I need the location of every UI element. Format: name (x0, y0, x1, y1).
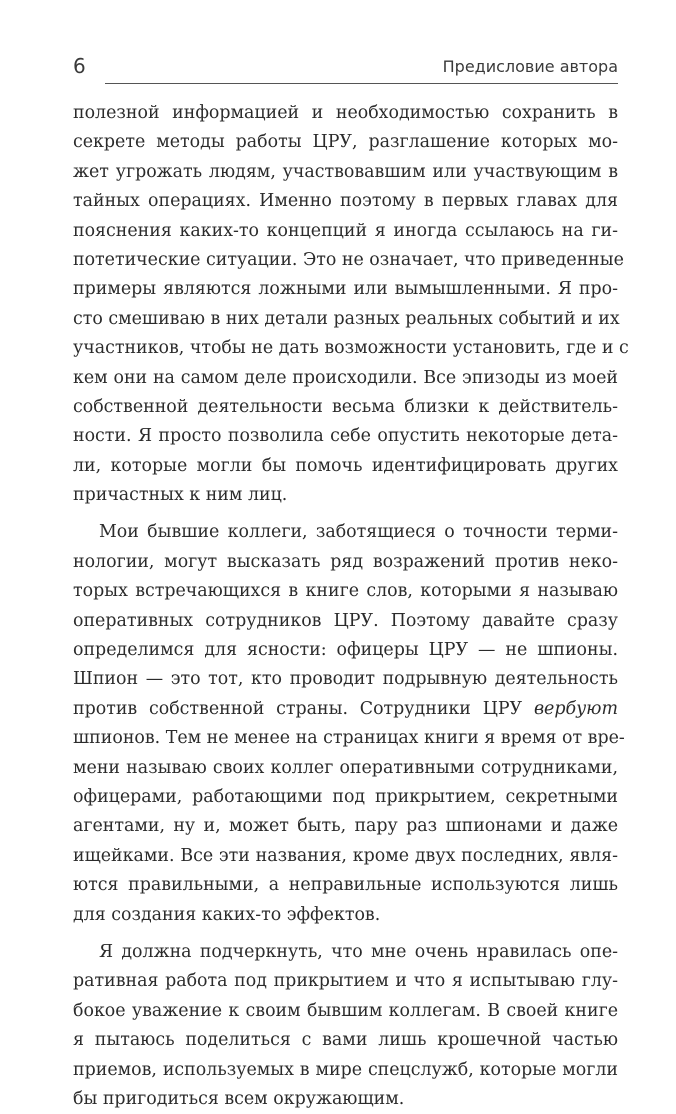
text-line: ративная работа под прикрытием и что я испытываю глу- (73, 971, 618, 992)
text-line: приемов, используемых в мире спецслужб, которые могли (73, 1059, 618, 1080)
text-line: Шпион — это тот, кто проводит подрывную деятельность (73, 669, 618, 690)
text-line: ищейками. Все эти названия, кроме двух последних, явля- (73, 845, 618, 866)
text-line: жет угрожать людям, участвовавшим или участвующим в (73, 161, 618, 182)
text-line: торых встречающихся в книге слов, которыми я называю (73, 581, 618, 602)
text-line: офицерами, работающими под прикрытием, секретными (73, 786, 618, 807)
text-line: тайных операциях. Именно поэтому в первых главах для (73, 191, 618, 212)
text-line: бокое уважение к своим бывшим коллегам. В своей книге (73, 1000, 618, 1021)
text-line: полезной информацией и необходимостью сохранить в (73, 103, 618, 123)
text-line: Мои бывшие коллеги, заботящиеся о точности терми- (99, 522, 618, 543)
text-line: агентами, ну и, может быть, пару раз шпионами и даже (73, 816, 618, 837)
text-line: ности. Я просто позволила себе опустить некоторые дета- (73, 426, 618, 447)
text-line: Я должна подчеркнуть, что мне очень нравилась опе- (99, 941, 618, 962)
text-line: кем они на самом деле происходили. Все эпизоды из моей (73, 367, 618, 388)
text-segment: против собственной страны. Сотрудники ЦРУ (73, 698, 534, 719)
text-line: ются правильными, а неправильные используются лишь (73, 875, 618, 896)
text-line: бы пригодиться всем окружающим. (73, 1088, 405, 1109)
text-line-with-italic (73, 695, 618, 724)
text-line: собственной деятельности весьма близки к действитель- (73, 396, 618, 417)
text-line: сто смешиваю в них детали разных реальных событий и их (73, 308, 620, 329)
header-rule (105, 83, 618, 84)
text-line: секрете методы работы ЦРУ, разглашение которых мо- (73, 132, 618, 153)
text-line: я пытаюсь поделиться с вами лишь крошечной частью (73, 1030, 618, 1051)
text-line: нологии, могут высказать ряд возражений против неко- (73, 551, 618, 572)
paragraph-3 (73, 938, 618, 1114)
page-number: 6 (73, 54, 86, 78)
text-line: мени называю своих коллег оперативными сотрудниками, (73, 757, 618, 778)
text-line: определимся для ясности: офицеры ЦРУ — не шпионы. (73, 640, 618, 661)
paragraph-2 (73, 518, 625, 929)
text-line: ли, которые могли бы помочь идентифицировать других (73, 455, 618, 476)
paragraph-spacer (73, 930, 618, 938)
page-header (73, 54, 618, 84)
italic-word: вербуют (533, 698, 618, 719)
text-line: для создания каких-то эффектов. (73, 904, 381, 925)
paragraph-1 (73, 99, 629, 510)
text-line: пояснения каких-то концепций я иногда ссылаюсь на ги- (73, 220, 618, 241)
paragraph-spacer (73, 510, 618, 518)
text-line: шпионов. Тем не менее на страницах книги я время от вре- (73, 728, 625, 749)
text-line: примеры являются ложными или вымышленными. Я про- (73, 279, 618, 300)
text-line: потетические ситуации. Это не означает, что приведенные (73, 249, 624, 270)
text-line: причастных к ним лиц. (73, 485, 288, 506)
text-line: участников, чтобы не дать возможности установить, где и с (73, 338, 629, 359)
text-line: оперативных сотрудников ЦРУ. Поэтому давайте сразу (73, 610, 618, 631)
body-text (73, 99, 629, 1114)
running-title: Предисловие автора (442, 57, 618, 76)
